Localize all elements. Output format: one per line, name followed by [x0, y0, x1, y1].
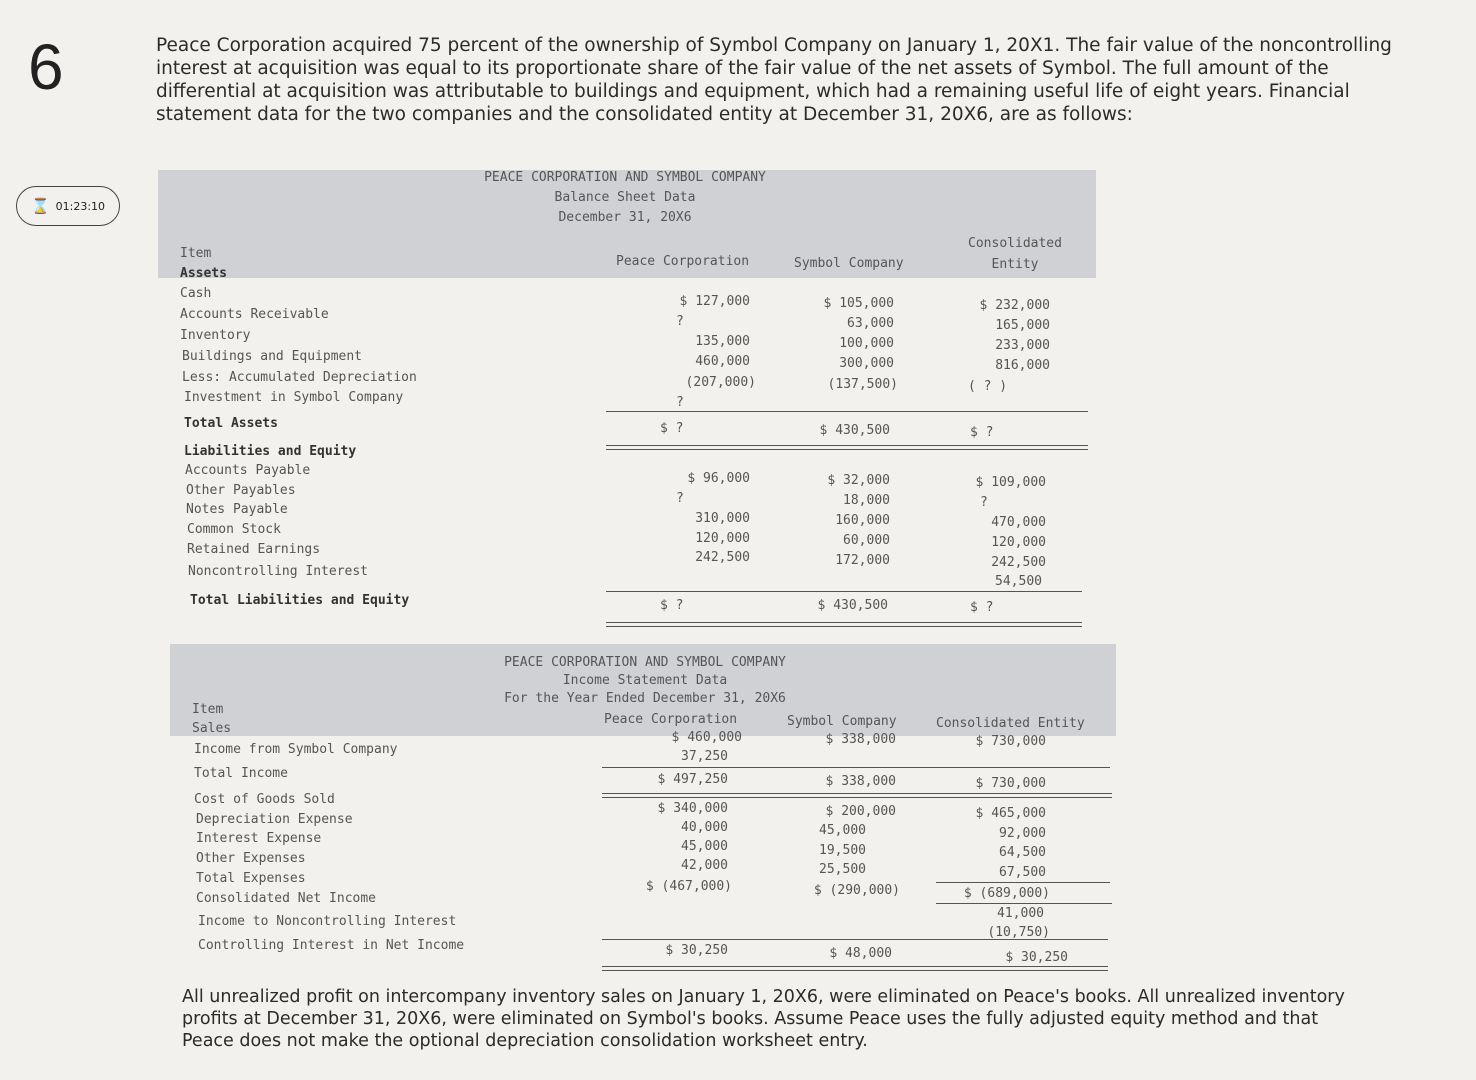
cell-peace: $ 497,250: [657, 772, 728, 787]
cell-symbol: 25,500: [819, 862, 866, 877]
cell-consol: 165,000: [995, 318, 1050, 333]
cell-peace: 310,000: [695, 511, 750, 526]
row-label: Total Assets: [184, 416, 278, 431]
cell-symbol: $ 338,000: [825, 774, 896, 789]
cell-peace: 45,000: [681, 839, 728, 854]
footer-text: [182, 986, 1382, 1052]
cell-peace: 42,000: [681, 858, 728, 873]
footer-line: Peace does not make the optional depreciation consolidation worksheet entry.: [182, 1031, 868, 1051]
row-label: Accounts Payable: [185, 463, 311, 478]
row-label: Total Liabilities and Equity: [190, 593, 410, 608]
cell-peace: $ (467,000): [645, 879, 732, 894]
row-label: Common Stock: [187, 522, 281, 537]
intro-line: Peace Corporation acquired 75 percent of the ownership of Symbol Company on January 1, 20X1. The fair value of the noncontrolling: [156, 35, 1392, 56]
cell-peace: $ 96,000: [687, 471, 750, 486]
cell-consol: 242,500: [991, 555, 1046, 570]
row-label: Income from Symbol Company: [194, 742, 398, 757]
cell-peace: ?: [676, 314, 684, 329]
cell-consol: 470,000: [991, 515, 1046, 530]
cell-consol: 64,500: [999, 845, 1046, 860]
cell-symbol: 19,500: [819, 843, 866, 858]
cell-symbol: $ 430,500: [817, 598, 888, 613]
bs-col-item: Item: [180, 246, 212, 261]
cell-consol: 67,500: [999, 865, 1046, 880]
cell-peace: 40,000: [681, 820, 728, 835]
cell-consol: 92,000: [999, 826, 1046, 841]
is-col-peace: Peace Corporation: [604, 712, 738, 727]
cell-consol: $ (689,000): [963, 886, 1050, 901]
cell-symbol: $ 48,000: [829, 946, 892, 961]
row-label: Interest Expense: [196, 831, 322, 846]
divider: [602, 767, 1110, 768]
cell-peace: 37,250: [681, 749, 728, 764]
cell-symbol: 45,000: [819, 823, 866, 838]
cell-peace: 135,000: [695, 334, 750, 349]
double-divider: [606, 622, 1082, 627]
row-label: Other Expenses: [196, 851, 306, 866]
cell-consol: 54,500: [995, 574, 1042, 589]
cell-peace: 460,000: [695, 354, 750, 369]
assets-heading: Assets: [180, 266, 227, 281]
row-label: Accounts Receivable: [180, 307, 329, 322]
cell-symbol: 18,000: [843, 493, 890, 508]
cell-consol: $ 465,000: [975, 806, 1046, 821]
cell-peace: ?: [676, 395, 684, 410]
row-label: Noncontrolling Interest: [188, 564, 369, 579]
row-label: Depreciation Expense: [196, 812, 353, 827]
cell-peace: ?: [676, 491, 684, 506]
cell-peace: $ 30,250: [665, 943, 728, 958]
cell-consol: 41,000: [997, 906, 1044, 921]
cell-symbol: $ (290,000): [813, 883, 900, 898]
bs-col-symbol: Symbol Company: [794, 256, 904, 271]
row-label: Consolidated Net Income: [196, 891, 377, 906]
intro-line: differential at acquisition was attributable to buildings and equipment, which had a remaining useful life of eight years. Financial: [156, 81, 1350, 102]
divider: [936, 903, 1112, 904]
row-label: Total Income: [194, 766, 288, 781]
cell-symbol: $ 32,000: [827, 473, 890, 488]
footer-line: profits at December 31, 20X6, were eliminated on Symbol's books. Assume Peace uses the fully adjusted equity method and that: [182, 1009, 1319, 1029]
row-label: Cash: [180, 286, 212, 301]
is-title-1: PEACE CORPORATION AND SYMBOL COMPANY: [504, 655, 786, 670]
cell-consol: $ 30,250: [1005, 950, 1068, 965]
cell-consol: 816,000: [995, 358, 1050, 373]
bs-col-consol: Consolidated: [968, 236, 1062, 251]
cell-peace: $ 340,000: [657, 801, 728, 816]
double-divider: [602, 793, 1112, 798]
is-col-item: Item: [192, 702, 224, 717]
row-label: Notes Payable: [186, 502, 288, 517]
cell-symbol: 160,000: [835, 513, 890, 528]
cell-consol: $ ?: [970, 425, 994, 440]
row-label: Controlling Interest in Net Income: [198, 938, 465, 953]
row-label: Retained Earnings: [187, 542, 321, 557]
footer-line: All unrealized profit on intercompany inventory sales on January 1, 20X6, were eliminated on Peace's books. All unrealized inventory: [182, 987, 1345, 1007]
cell-consol: 233,000: [995, 338, 1050, 353]
cell-symbol: 63,000: [847, 316, 894, 331]
question-number: 6: [28, 31, 64, 103]
cell-symbol: $ 430,500: [819, 423, 890, 438]
cell-consol: $ 232,000: [979, 298, 1050, 313]
intro-line: statement data for the two companies and the consolidated entity at December 31, 20X6, are as follows:: [156, 104, 1133, 125]
cell-consol: ( ? ): [968, 379, 1008, 394]
bs-title-1: PEACE CORPORATION AND SYMBOL COMPANY: [484, 170, 766, 185]
is-col-consol: Consolidated Entity: [936, 716, 1085, 731]
bs-col-consol: Entity: [991, 257, 1039, 272]
cell-symbol: (137,500): [827, 377, 898, 392]
divider: [602, 939, 1108, 940]
cell-symbol: $ 105,000: [823, 296, 894, 311]
cell-peace: 242,500: [695, 550, 750, 565]
bs-title-2: Balance Sheet Data: [554, 190, 696, 205]
cell-consol: $ 730,000: [975, 776, 1046, 791]
row-label: Inventory: [180, 328, 251, 343]
row-label: Less: Accumulated Depreciation: [182, 370, 417, 385]
cell-symbol: $ 338,000: [825, 732, 896, 747]
cell-consol: ?: [980, 495, 988, 510]
is-title-3: For the Year Ended December 31, 20X6: [504, 691, 786, 706]
cell-consol: $ ?: [970, 600, 994, 615]
divider: [606, 411, 1088, 412]
cell-peace: 120,000: [695, 531, 750, 546]
timer-text: 01:23:10: [55, 199, 106, 213]
cell-consol: $ 730,000: [975, 734, 1046, 749]
is-col-symbol: Symbol Company: [787, 714, 897, 729]
cell-peace: $ 127,000: [679, 294, 750, 309]
row-label: Buildings and Equipment: [182, 349, 363, 364]
row-label: Total Expenses: [196, 871, 306, 886]
liabilities-heading: Liabilities and Equity: [184, 444, 357, 459]
cell-peace: $ ?: [660, 421, 684, 436]
cell-symbol: 60,000: [843, 533, 890, 548]
row-label: Investment in Symbol Company: [184, 390, 404, 405]
cell-symbol: 172,000: [835, 553, 890, 568]
hourglass-icon: ⌛: [30, 197, 50, 215]
timer[interactable]: [16, 186, 120, 226]
cell-peace: $ ?: [660, 598, 684, 613]
double-divider: [606, 445, 1088, 450]
intro-line: interest at acquisition was equal to its proportionate share of the fair value of the net assets of Symbol. The full amount of the: [156, 58, 1329, 79]
cell-symbol: $ 200,000: [825, 804, 896, 819]
divider: [606, 591, 1082, 592]
row-label: Sales: [192, 721, 232, 736]
row-label: Income to Noncontrolling Interest: [198, 914, 457, 929]
cell-peace: (207,000): [685, 375, 756, 390]
bs-title-3: December 31, 20X6: [558, 210, 692, 225]
cell-consol: $ 109,000: [975, 475, 1046, 490]
double-divider: [602, 966, 1108, 971]
row-label: Cost of Goods Sold: [194, 792, 335, 807]
cell-symbol: 300,000: [839, 356, 894, 371]
cell-consol: (10,750): [987, 925, 1050, 940]
divider: [936, 882, 1110, 883]
cell-peace: $ 460,000: [671, 730, 742, 745]
question-text: [156, 34, 1446, 126]
is-title-2: Income Statement Data: [562, 673, 728, 688]
cell-symbol: 100,000: [839, 336, 894, 351]
bs-col-peace: Peace Corporation: [616, 254, 750, 269]
row-label: Other Payables: [186, 483, 296, 498]
cell-consol: 120,000: [991, 535, 1046, 550]
